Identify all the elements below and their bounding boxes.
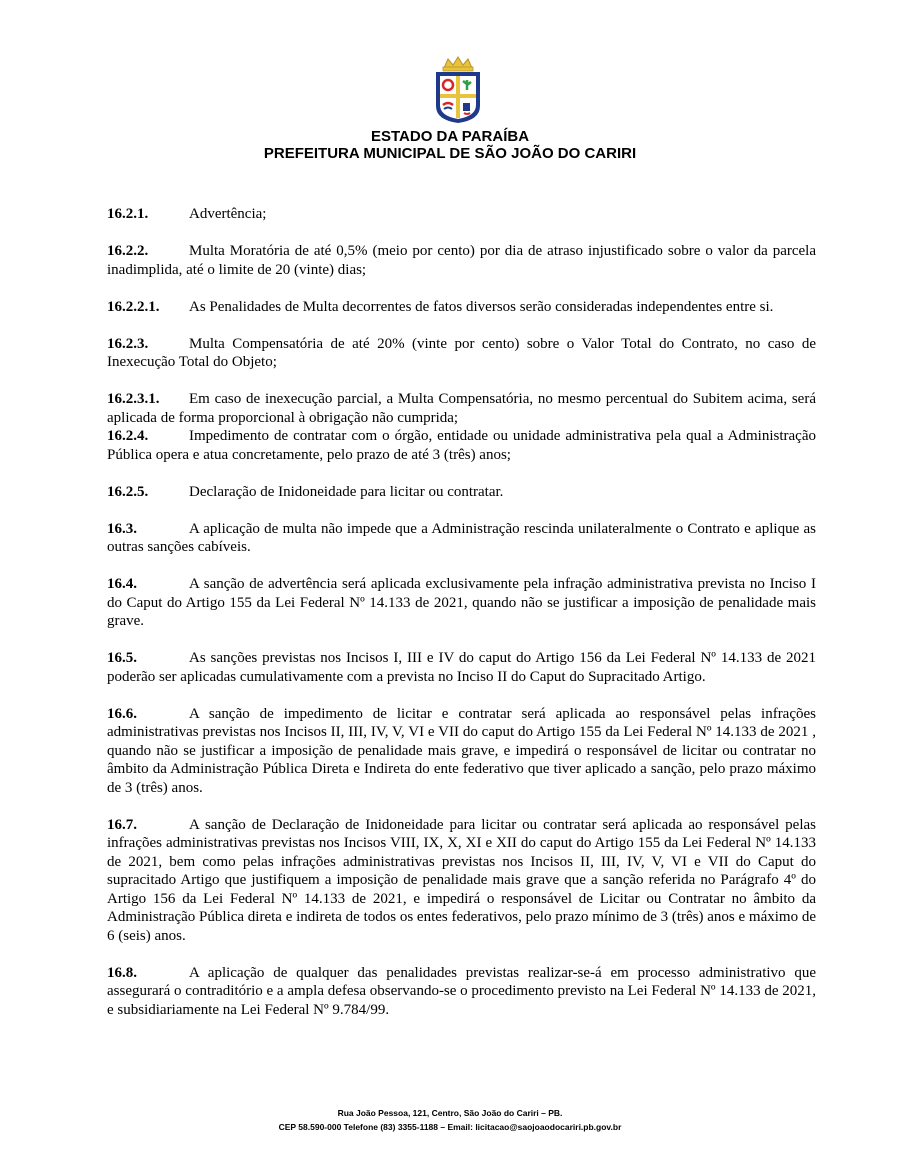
clause-16-2-2 xyxy=(107,242,816,279)
clause-text: A aplicação de multa não impede que a Administração rescinda unilateralmente o Contrato e aplique as outras sanções cabíveis. xyxy=(107,520,816,555)
clause-16-6 xyxy=(107,705,816,798)
clause-text: As Penalidades de Multa decorrentes de fatos diversos serão consideradas independentes entre si. xyxy=(189,298,774,315)
clause-16-4 xyxy=(107,575,816,631)
clause-text: A sanção de advertência será aplicada exclusivamente pela infração administrativa prevista no Inciso I do Caput do Artigo 155 da Lei Federal Nº 14.133 de 2021, quando não se justificar a imposição de penalidade mais grave. xyxy=(107,576,816,629)
clause-text: A aplicação de qualquer das penalidades previstas realizar-se-á em processo administrativo que assegurará o contraditório e a ampla defesa observando-se o procedimento previsto na Lei Federal Nº 14.133 de 2021, e subsidiariamente na Lei Federal Nº 9.784/99. xyxy=(107,964,816,1018)
clause-number: 16.2.3. xyxy=(107,335,149,352)
clause-text: Advertência; xyxy=(189,206,267,222)
clause-number: 16.2.5. xyxy=(107,483,149,500)
clause-text: Declaração de Inidoneidade para licitar ou contratar. xyxy=(189,483,504,500)
clause-number: 16.4. xyxy=(107,576,137,592)
header-municipality: PREFEITURA MUNICIPAL DE SÃO JOÃO DO CARIRI xyxy=(263,145,637,162)
clause-number: 16.2.3.1. xyxy=(107,391,160,407)
clause-text: Impedimento de contratar com o órgão, entidade ou unidade administrativa pela qual a Administração Pública opera e atua concretamente, pelo prazo de até 3 (três) anos; xyxy=(107,428,816,463)
clause-16-2-5 xyxy=(107,483,816,502)
clause-number: 16.7. xyxy=(107,816,137,833)
footer-address: Rua João Pessoa, 121, Centro, São João do Cariri – PB. xyxy=(337,1108,563,1118)
clause-number: 16.8. xyxy=(107,964,137,981)
municipal-coat-of-arms-icon xyxy=(432,56,484,124)
clause-number: 16.2.4. xyxy=(107,428,149,444)
header-state: ESTADO DA PARAÍBA xyxy=(370,128,530,145)
clause-16-2-2-1 xyxy=(107,298,816,317)
clause-16-7 xyxy=(107,816,816,946)
clause-text: As sanções previstas nos Incisos I, III e IV do caput do Artigo 156 da Lei Federal Nº 14.133 de 2021 poderão ser aplicadas cumulativamente com a prevista no Inciso II do Caput do Supracitado Artigo. xyxy=(107,650,816,685)
clause-16-2-4 xyxy=(107,427,816,464)
clause-number: 16.3. xyxy=(107,520,137,537)
clause-number: 16.2.2. xyxy=(107,243,149,259)
clause-number: 16.5. xyxy=(107,650,137,666)
clause-16-2-1 xyxy=(107,205,816,224)
footer-contact: CEP 58.590-000 Telefone (83) 3355-1188 – Email: licitacao@saojoaodocariri.pb.gov.br xyxy=(278,1122,622,1132)
clause-text: Multa Compensatória de até 20% (vinte por cento) sobre o Valor Total do Contrato, no caso de Inexecução Total do Objeto; xyxy=(107,335,816,370)
clause-text: A sanção de Declaração de Inidoneidade para licitar ou contratar será aplicada ao responsável pelas infrações administrativas previstas nos Incisos VIII, IX, X, XI e XII do caput do Artigo 155 da Lei Federal Nº 14.133 de 2021, bem como pelas infrações administrativas previstas nos Incisos II, III, IV, V, VI e VII do Caput do supracitado Artigo que justifiquem a imposição de penalidade mais grave que a sanção referida no Parágrafo 4º do Artigo 156 da Lei Federal Nº 14.133 de 2021, e impedirá o responsável de Licitar ou Contratar no âmbito da Administração Pública direta e indireta de todos os entes federativos, pelo prazo mínimo de 3 (três) anos e máximo de 6 (seis) anos. xyxy=(107,816,816,944)
clause-text: Multa Moratória de até 0,5% (meio por cento) por dia de atraso injustificado sobre o valor da parcela inadimplida, até o limite de 20 (vinte) dias; xyxy=(107,243,816,278)
document-footer xyxy=(0,1106,900,1134)
clause-16-2-3 xyxy=(107,335,816,372)
clause-number: 16.2.2.1. xyxy=(107,298,160,315)
clause-16-5 xyxy=(107,649,816,686)
clause-16-2-3-1 xyxy=(107,390,816,427)
clause-16-3 xyxy=(107,520,816,557)
clause-number: 16.2.1. xyxy=(107,206,149,222)
clause-number: 16.6. xyxy=(107,705,137,722)
document-header xyxy=(0,128,900,162)
document-body xyxy=(107,205,816,1038)
clause-text: A sanção de impedimento de licitar e contratar será aplicada ao responsável pelas infrações administrativas previstas nos Incisos II, III, IV, V, VI e VII do caput do Artigo 155 da Lei Federal Nº 14.133 de 2021 , quando não se justificar a imposição de penalidade mais grave, e impedirá o responsável de licitar ou contratar no âmbito da Administração Pública Direta e Indireta do ente federativo que tiver aplicado a sanção, pelo prazo máximo de 3 (três) anos. xyxy=(107,705,816,796)
clause-16-8 xyxy=(107,964,816,1020)
clause-text: Em caso de inexecução parcial, a Multa Compensatória, no mesmo percentual do Subitem acima, será aplicada de forma proporcional à obrigação não cumprida; xyxy=(107,391,816,426)
